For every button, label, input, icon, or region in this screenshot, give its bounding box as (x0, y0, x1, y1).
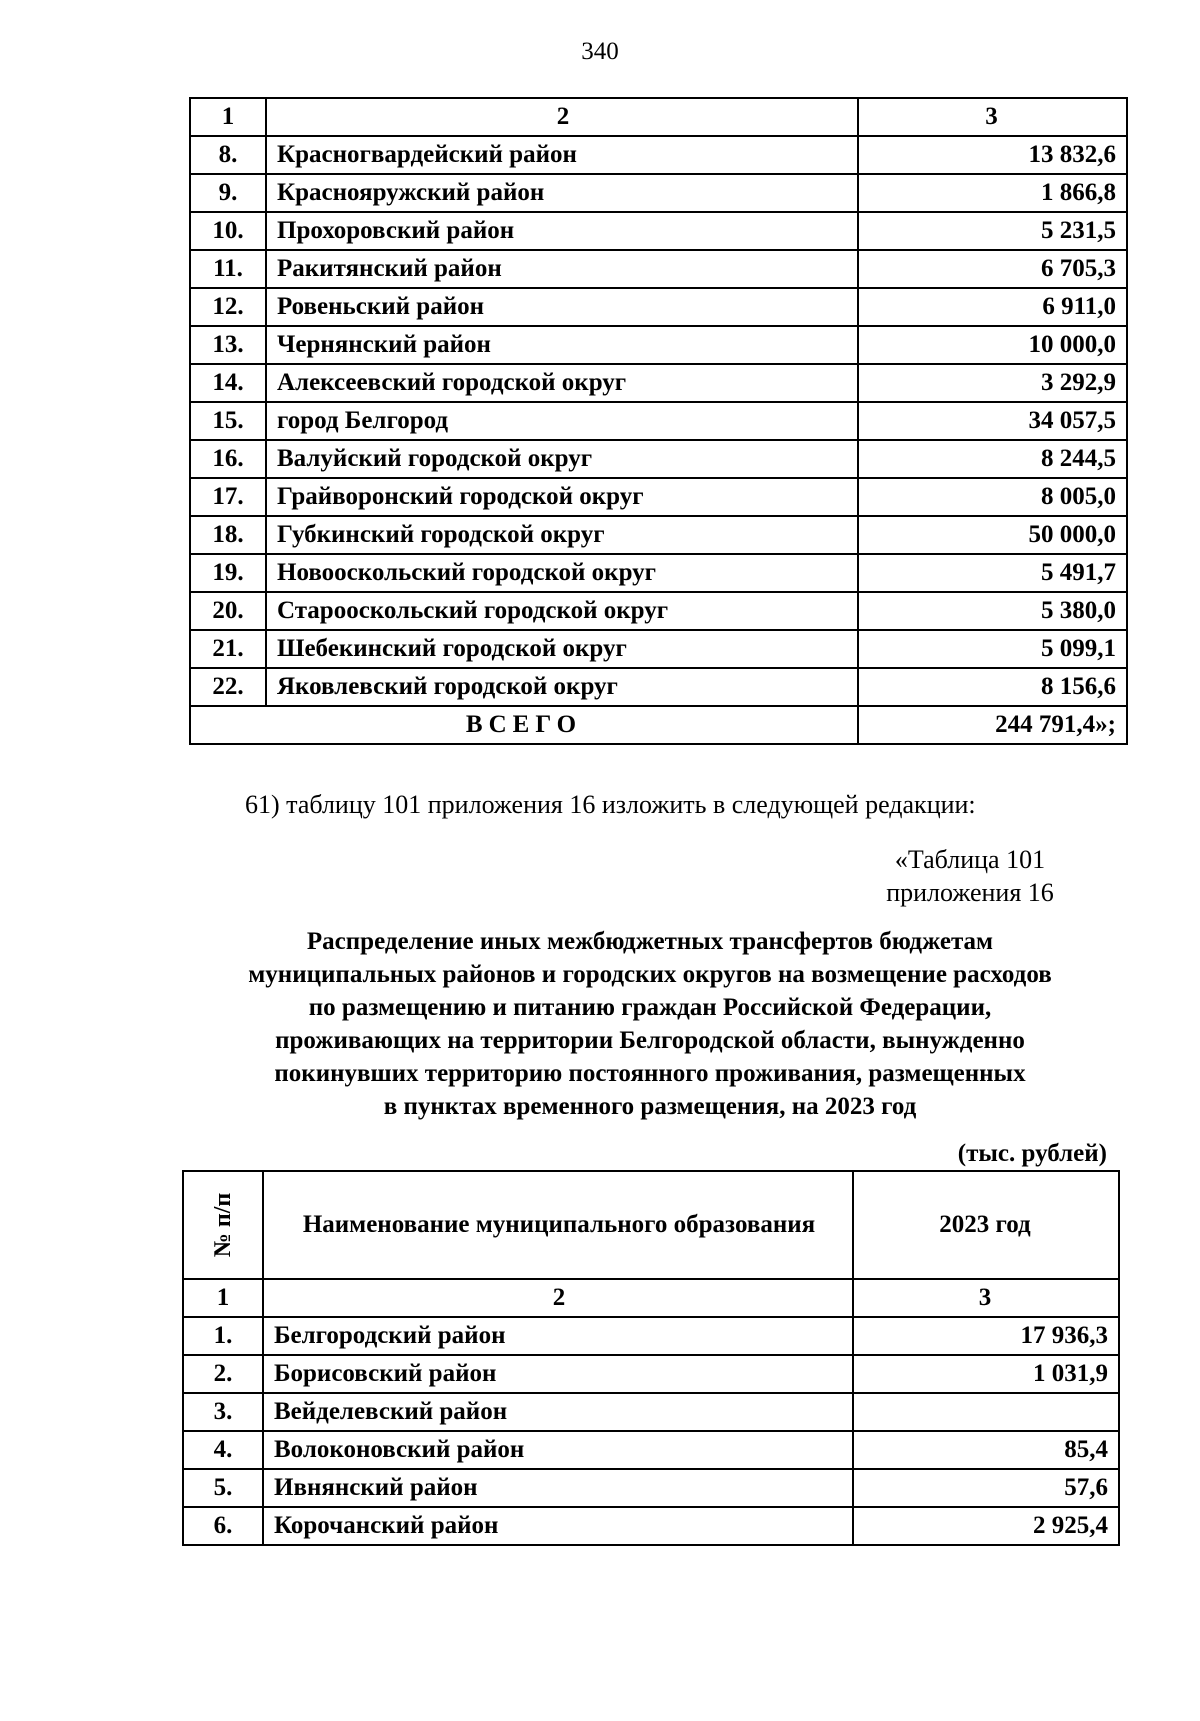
total-row (190, 706, 1127, 744)
table-index-row (183, 1279, 1119, 1317)
row-value: 5 231,5 (858, 212, 1127, 250)
row-value: 5 099,1 (858, 630, 1127, 668)
table-row (190, 592, 1127, 630)
table-row (190, 136, 1127, 174)
title-line: в пунктах временного размещения, на 2023 год (383, 1093, 917, 1120)
column-index-cell: 2 (266, 98, 858, 136)
page-number: 340 (581, 38, 619, 65)
header-year-cell: 2023 год (853, 1171, 1119, 1279)
row-number: 8. (190, 136, 266, 174)
table-label-line: «Таблица 101 (894, 845, 1046, 874)
row-number: 13. (190, 326, 266, 364)
row-number: 16. (190, 440, 266, 478)
row-number: 5. (183, 1469, 263, 1507)
row-number: 15. (190, 402, 266, 440)
column-index-cell: 3 (858, 98, 1127, 136)
row-name: Прохоровский район (266, 212, 858, 250)
table-label-line: приложения 16 (886, 878, 1054, 907)
row-number: 18. (190, 516, 266, 554)
table-row (190, 630, 1127, 668)
table-row (190, 402, 1127, 440)
header-name-cell: Наименование муниципального образования (263, 1171, 853, 1279)
title-line: покинувших территорию постоянного проживания, размещенных (274, 1060, 1026, 1087)
table-row (183, 1393, 1119, 1431)
row-name: Корочанский район (263, 1507, 853, 1545)
column-index-cell: 3 (853, 1279, 1119, 1317)
table-row (190, 516, 1127, 554)
total-label: ВСЕГО (190, 706, 858, 744)
row-name: Красногвардейский район (266, 136, 858, 174)
table-header-row (183, 1171, 1119, 1279)
column-index-cell: 2 (263, 1279, 853, 1317)
row-value: 2 925,4 (853, 1507, 1119, 1545)
row-value: 6 705,3 (858, 250, 1127, 288)
row-name: Белгородский район (263, 1317, 853, 1355)
row-number: 19. (190, 554, 266, 592)
row-number: 2. (183, 1355, 263, 1393)
row-number: 17. (190, 478, 266, 516)
row-name: Волоконовский район (263, 1431, 853, 1469)
row-value: 1 866,8 (858, 174, 1127, 212)
header-number-cell (183, 1171, 263, 1279)
row-value: 8 005,0 (858, 478, 1127, 516)
row-number: 11. (190, 250, 266, 288)
row-name: город Белгород (266, 402, 858, 440)
row-name: Грайворонский городской округ (266, 478, 858, 516)
row-value: 8 244,5 (858, 440, 1127, 478)
table-row (190, 668, 1127, 706)
row-name: Краснояружский район (266, 174, 858, 212)
table-row (190, 478, 1127, 516)
row-value: 10 000,0 (858, 326, 1127, 364)
row-number: 21. (190, 630, 266, 668)
row-name: Алексеевский городской округ (266, 364, 858, 402)
row-value: 3 292,9 (858, 364, 1127, 402)
row-number: 1. (183, 1317, 263, 1355)
units-label: (тыс. рублей) (957, 1140, 1107, 1167)
title-line: по размещению и питанию граждан Российской Федерации, (308, 994, 992, 1021)
row-number: 4. (183, 1431, 263, 1469)
table-row (190, 364, 1127, 402)
row-name: Борисовский район (263, 1355, 853, 1393)
row-number: 6. (183, 1507, 263, 1545)
table-row (183, 1507, 1119, 1545)
row-value: 50 000,0 (858, 516, 1127, 554)
row-name: Старооскольский городской округ (266, 592, 858, 630)
table-row (190, 554, 1127, 592)
row-name: Валуйский городской округ (266, 440, 858, 478)
row-name: Губкинский городской округ (266, 516, 858, 554)
header-number-label: № п/п (209, 1192, 236, 1258)
title-line: проживающих на территории Белгородской области, вынужденно (275, 1027, 1025, 1054)
row-value: 34 057,5 (858, 402, 1127, 440)
row-name: Вейделевский район (263, 1393, 853, 1431)
row-value: 5 491,7 (858, 554, 1127, 592)
table-title (175, 925, 1125, 1123)
table-row (190, 174, 1127, 212)
row-number: 9. (190, 174, 266, 212)
table-row (190, 288, 1127, 326)
row-number: 12. (190, 288, 266, 326)
column-index-cell: 1 (190, 98, 266, 136)
row-value: 57,6 (853, 1469, 1119, 1507)
table-row (190, 212, 1127, 250)
table-row (183, 1431, 1119, 1469)
table-label (820, 843, 1120, 909)
amendment-instruction: 61) таблицу 101 приложения 16 изложить в следующей редакции: (245, 790, 976, 819)
table-row (183, 1317, 1119, 1355)
row-name: Шебекинский городской округ (266, 630, 858, 668)
table-row (190, 250, 1127, 288)
row-value (853, 1393, 1119, 1431)
row-value: 8 156,6 (858, 668, 1127, 706)
allocation-table-new (182, 1170, 1120, 1546)
allocation-table-continued (189, 97, 1128, 745)
row-number: 3. (183, 1393, 263, 1431)
row-value: 5 380,0 (858, 592, 1127, 630)
row-name: Чернянский район (266, 326, 858, 364)
total-value: 244 791,4»; (858, 706, 1127, 744)
table-row (183, 1355, 1119, 1393)
row-name: Ивнянский район (263, 1469, 853, 1507)
row-name: Ровеньский район (266, 288, 858, 326)
column-index-cell: 1 (183, 1279, 263, 1317)
row-value: 6 911,0 (858, 288, 1127, 326)
table-row (190, 440, 1127, 478)
row-value: 1 031,9 (853, 1355, 1119, 1393)
table-row (183, 1469, 1119, 1507)
title-line: муниципальных районов и городских округов на возмещение расходов (248, 961, 1052, 988)
row-number: 20. (190, 592, 266, 630)
table-row (190, 326, 1127, 364)
row-name: Яковлевский городской округ (266, 668, 858, 706)
table-index-row (190, 98, 1127, 136)
row-value: 17 936,3 (853, 1317, 1119, 1355)
row-value: 13 832,6 (858, 136, 1127, 174)
row-number: 14. (190, 364, 266, 402)
title-line: Распределение иных межбюджетных трансфертов бюджетам (306, 928, 994, 955)
row-value: 85,4 (853, 1431, 1119, 1469)
row-number: 22. (190, 668, 266, 706)
row-name: Новооскольский городской округ (266, 554, 858, 592)
row-number: 10. (190, 212, 266, 250)
row-name: Ракитянский район (266, 250, 858, 288)
